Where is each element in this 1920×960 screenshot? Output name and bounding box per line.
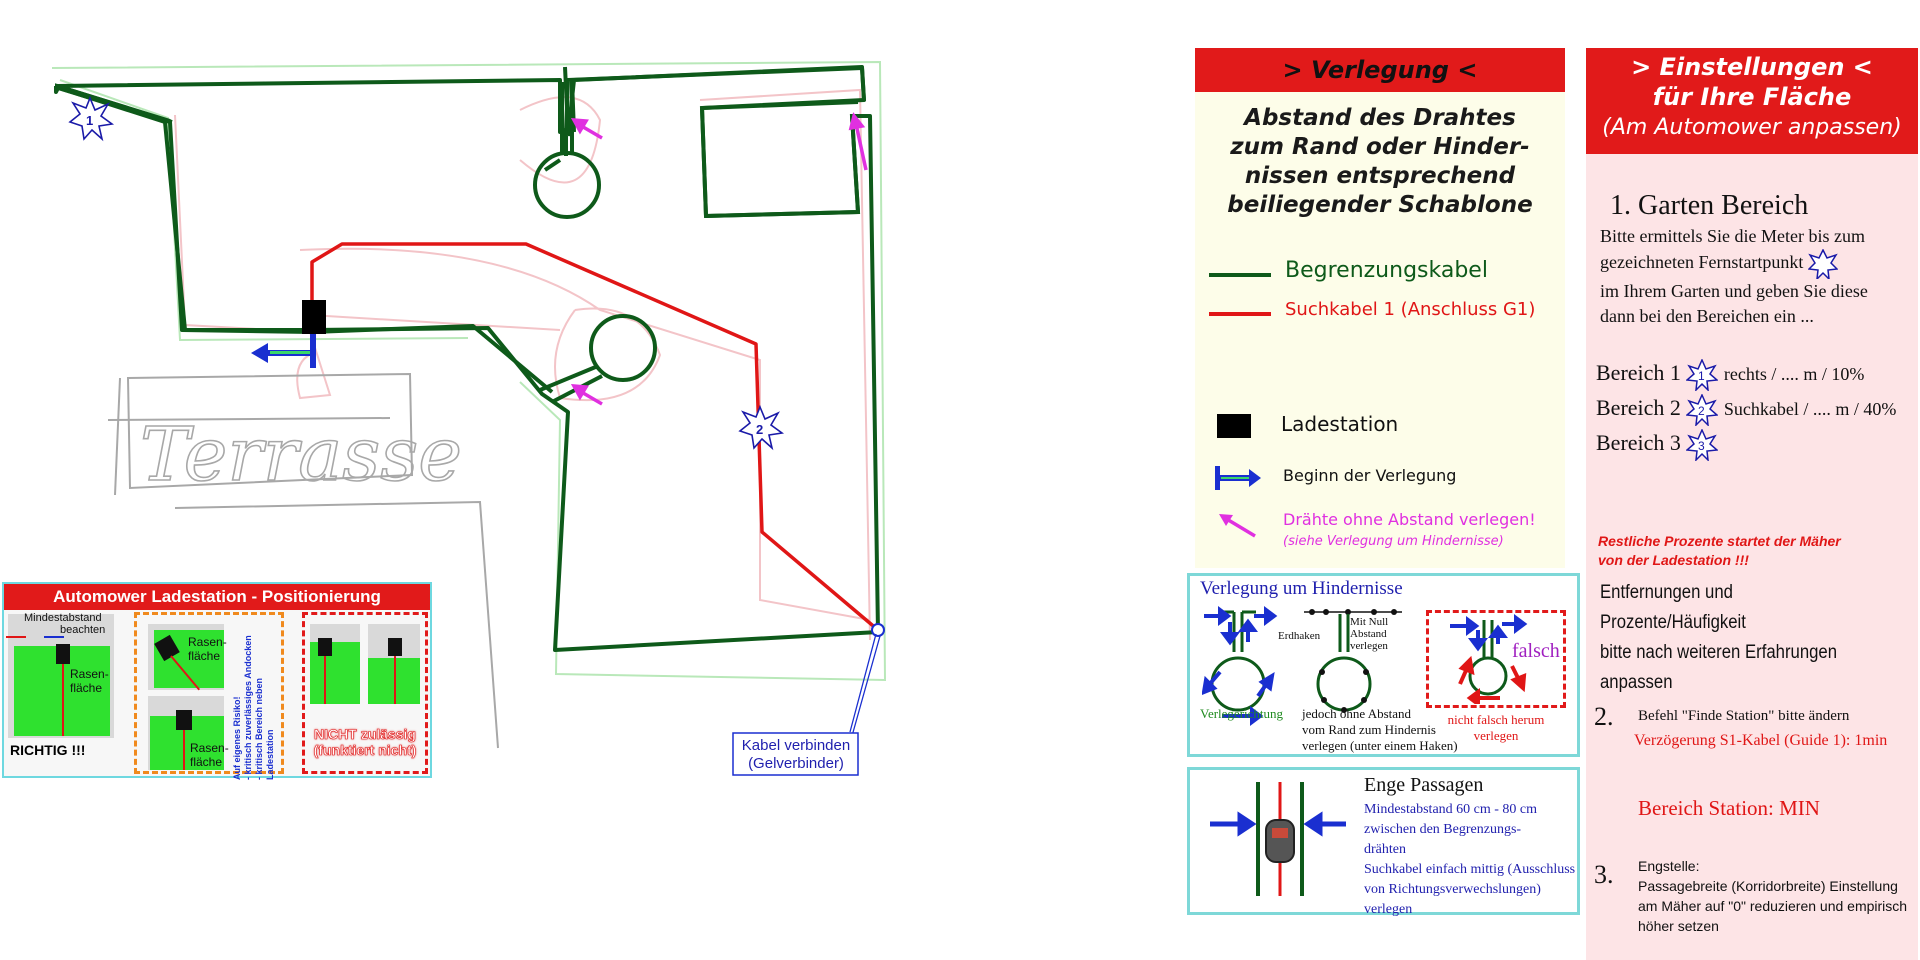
boundary-legend-label: Begrenzungskabel	[1285, 258, 1488, 283]
bereich-2-star-icon	[1686, 394, 1718, 426]
nicht-falsch-label	[1426, 712, 1566, 744]
passagen-text	[1364, 800, 1577, 920]
magenta-arrow-icon	[574, 116, 866, 404]
passagen-line-3: drähten	[1364, 842, 1406, 857]
garten-line-4: dann bei den Bereichen ein ...	[1600, 306, 1814, 326]
obstacle-rect	[702, 102, 864, 216]
abstand-line-2: zum Rand oder Hinder-	[1230, 134, 1530, 160]
hindernisse-box	[1187, 573, 1580, 757]
garten-line-3: im Ihrem Garten und geben Sie diese	[1600, 281, 1868, 301]
ladestation-icon	[1217, 414, 1251, 438]
drahte-label: Drähte ohne Abstand verlegen!	[1283, 510, 1536, 529]
bereich-row-2	[1596, 391, 1896, 426]
passagen-line-2: zwischen den Begrenzungs-	[1364, 822, 1522, 837]
star-label-1: 1	[86, 113, 94, 128]
passagen-line-4: Suchkabel einfach mittig (Ausschluss	[1364, 862, 1576, 877]
rasen-label-3a: Rasen-	[190, 741, 229, 755]
connector-label-1: Kabel verbinden	[741, 737, 851, 754]
pass-line-2: am Mäher auf "0" reduzieren und empirisch	[1638, 898, 1908, 914]
boundary-legend-line	[1209, 273, 1271, 277]
enge-passagen-box	[1187, 767, 1580, 915]
risk-note-2: - kritisch zuverlässiges Andocken	[243, 635, 253, 780]
falsch-label: falsch	[1512, 640, 1560, 662]
charging-station-marker	[302, 300, 326, 334]
abstand-line-3: nissen entsprechend	[1244, 163, 1516, 189]
guide-legend-label: Suchkabel 1 (Anschluss G1)	[1285, 299, 1536, 320]
risk-note-3: - kritisch Bereich neben Ladestation	[254, 677, 275, 780]
bereich-2-label: Bereich 2	[1596, 395, 1681, 420]
entfernungen-note	[1600, 578, 1880, 698]
cable-connector-icon	[872, 624, 884, 636]
rasen-label-1a: Rasen-	[70, 667, 109, 681]
bereich-3-label: Bereich 3	[1596, 430, 1681, 455]
num-3: 3.	[1594, 860, 1614, 889]
fernstart-star-icon	[1808, 249, 1838, 279]
nicht-falsch-1: nicht falsch herum	[1447, 712, 1545, 727]
verlegerichtung-label: Verlegerichtung	[1200, 706, 1284, 721]
entf-line-1: Entfernungen und Prozente/Häufigkeit	[1600, 582, 1746, 633]
befehl-text: Befehl "Finde Station" bitte ändern	[1638, 708, 1850, 724]
boundary-wire-left	[57, 86, 58, 88]
erdhaken-label: Erdhaken	[1278, 630, 1321, 642]
not-allowed-illustration-1	[310, 624, 360, 704]
passagen-line-1: Mindestabstand 60 cm - 80 cm	[1364, 802, 1538, 817]
nicht-falsch-2: verlegen	[1473, 728, 1519, 743]
settings-panel	[1586, 48, 1918, 960]
beginn-arrow-icon	[1213, 464, 1263, 492]
mit-null-3: verlegen	[1350, 640, 1388, 652]
garten-line-2	[1600, 249, 1918, 279]
abstand-note	[1195, 104, 1565, 220]
terrasse-label: Terrasse	[140, 412, 463, 498]
star-label-2: 2	[756, 422, 764, 437]
garten-text	[1600, 224, 1918, 329]
verzoegerung-text: Verzögerung S1-Kabel (Guide 1): 1min	[1634, 732, 1888, 749]
obstacle-circle-middle	[591, 316, 655, 380]
ladestation-label: Ladestation	[1281, 412, 1399, 436]
abstand-line-1: Abstand des Drahtes	[1244, 105, 1516, 131]
svg-text:3: 3	[1698, 438, 1706, 453]
abstand-line-4: beiliegender Schablone	[1227, 192, 1533, 218]
rasen-label-2b: fläche	[188, 649, 221, 663]
engstelle-note	[1638, 856, 1907, 936]
passagen-title: Enge Passagen	[1364, 774, 1484, 796]
verlegung-legend	[1195, 48, 1565, 568]
not-allowed-illustration-2	[368, 624, 420, 704]
jedoch-1: jedoch ohne Abstand	[1302, 706, 1412, 721]
boundary-wire-top	[56, 86, 552, 392]
hindernisse-title: Verlegung um Hindernisse	[1200, 578, 1403, 599]
mit-null-1: Mit Null	[1350, 616, 1389, 628]
guide-legend-line	[1209, 312, 1271, 316]
not-allowed-line-1: NICHT zulässig	[314, 726, 416, 742]
not-allowed-label	[304, 726, 426, 758]
mindestabstand-label-2: beachten	[60, 624, 106, 636]
svg-text:1: 1	[1698, 368, 1706, 383]
settings-heading-2: für Ihre Fläche	[1652, 83, 1852, 111]
bereich-row-3	[1596, 426, 1896, 461]
bereich-station-text: Bereich Station: MIN	[1638, 796, 1820, 820]
rasen-label-3b: fläche	[190, 755, 223, 769]
pass-line-1: Passagebreite (Korridorbreite) Einstellung	[1638, 878, 1898, 894]
garten-line-2-text: gezeichneten Fernstartpunkt	[1600, 252, 1804, 273]
mindestabstand-label-1: Mindestabstand	[24, 612, 102, 624]
rasen-label-1b: fläche	[70, 681, 103, 695]
engstelle-title: Engstelle:	[1638, 858, 1700, 874]
svg-text:2: 2	[1698, 403, 1706, 418]
restliche-note	[1598, 532, 1841, 570]
passagen-line-5: von Richtungsverwechslungen) verlegen	[1364, 882, 1541, 917]
beginn-label: Beginn der Verlegung	[1283, 466, 1457, 485]
risk-vertical-note	[230, 618, 278, 780]
bereich-list	[1596, 356, 1896, 461]
bereich-2-value: Suchkabel / .... m / 40%	[1723, 399, 1897, 419]
richtig-label: RICHTIG !!!	[10, 742, 86, 758]
charging-station-positioning-panel	[2, 582, 432, 778]
restliche-line-2: von der Ladestation !!!	[1598, 552, 1749, 568]
settings-heading	[1586, 48, 1918, 154]
mit-null-label	[1350, 616, 1388, 652]
positioning-title: Automower Ladestation - Positionierung	[4, 584, 430, 610]
mit-null-2: Abstand	[1350, 628, 1387, 640]
settings-heading-3: (Am Automower anpassen)	[1602, 115, 1902, 140]
jedoch-3: verlegen (unter einem Haken)	[1302, 738, 1458, 753]
restliche-line-1: Restliche Prozente startet der Mäher	[1598, 533, 1841, 549]
drahte-arrow-icon	[1215, 510, 1259, 540]
drahte-sublabel: (siehe Verlegung um Hindernisse)	[1283, 534, 1504, 549]
bereich-row-1	[1596, 356, 1896, 391]
garten-title: 1. Garten Bereich	[1610, 190, 1809, 221]
not-allowed-line-2: (funktiert nicht)	[313, 742, 417, 758]
passage-diagram	[1208, 778, 1348, 904]
bereich-1-value: rechts / .... m / 10%	[1723, 364, 1865, 384]
entf-line-2: bitte nach weiteren Erfahrungen anpassen	[1600, 642, 1838, 693]
num-2: 2.	[1594, 702, 1614, 731]
boundary-wire-outline	[57, 68, 864, 132]
rasen-label-2a: Rasen-	[188, 635, 227, 649]
risk-note-1: Auf eigenes Risiko!	[232, 696, 242, 780]
connector-pointer	[850, 634, 880, 736]
obstacle-circle-top	[535, 153, 599, 217]
bereich-3-star-icon	[1686, 429, 1718, 461]
bereich-1-star-icon	[1686, 359, 1718, 391]
verlegung-heading: > Verlegung <	[1195, 48, 1565, 92]
bereich-1-label: Bereich 1	[1596, 360, 1681, 385]
garten-line-1: Bitte ermittels Sie die Meter bis zum	[1600, 226, 1865, 246]
jedoch-2: vom Rand zum Hindernis	[1302, 722, 1436, 737]
connector-label-2: (Gelverbinder)	[748, 755, 844, 772]
pass-line-3: höher setzen	[1638, 918, 1719, 934]
settings-heading-1: > Einstellungen <	[1631, 53, 1873, 81]
